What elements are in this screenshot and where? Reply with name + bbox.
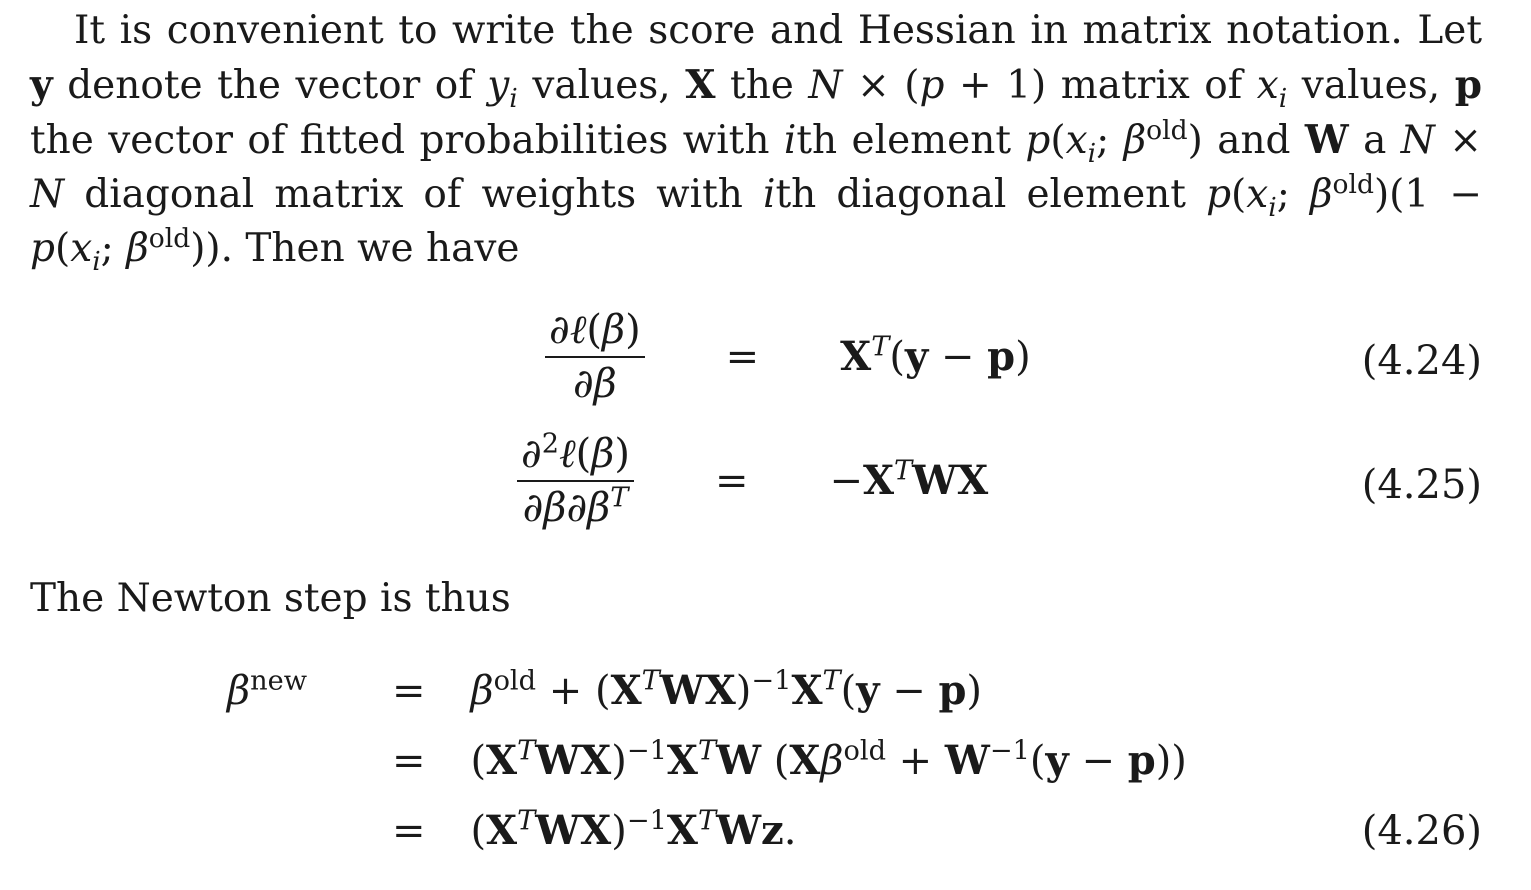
equation-number: (4.26) [1361, 808, 1482, 854]
text-run: matrix of [1060, 63, 1243, 108]
text-run: . Then we have [220, 226, 520, 271]
text-run: denote the vector of [67, 63, 473, 108]
fraction: $\frac{\partial^2\ell(\beta)}{\partial\beta\partial\beta^T}$ [517, 428, 634, 534]
equation-number: (4.24) [1361, 338, 1482, 384]
text-run: the vector of fitted probabilities with [30, 118, 770, 163]
equation-4-26-line-3: = $(X^TWX)^{-1}X^TWz$. [391, 805, 797, 854]
text-run: th diagonal element [775, 172, 1186, 217]
text-run: the [730, 63, 794, 108]
equation-4-26-line-1: $\beta^{new} = \beta^{old} + (X^TWX)^{-1}X^T(y - p)$ [227, 665, 983, 714]
fraction: $\frac{\text{∂ℓ(β)}}{\partial\beta}$ [545, 304, 645, 410]
equation-number: (4.25) [1361, 462, 1482, 508]
equation-4-24: $\frac{\text{∂ℓ(β)}}{\partial\beta}$ = $X^T(y - p)$ [545, 304, 1031, 410]
text-run: values, [1301, 63, 1441, 108]
text-run: a [1363, 118, 1387, 163]
equation-4-25: $\frac{\partial^2\ell(\beta)}{\partial\beta\partial\beta^T}$ = $-X^TWX$ [517, 428, 988, 534]
text-run: and [1217, 118, 1291, 163]
intro-paragraph: It is convenient to write the score and Hessian in matrix notation. Let y denote the vector of $y_i$ values, X the N × (p + 1) matrix of $x_i$ values, p the vector of fitted probabilities with ith element $p(x_i$; $\beta^{old}$) and W a N × N diagonal matrix of weights with ith diagonal element $p(x_i$; $\beta^{old})(1 - p(x_i$; $\beta^{old}$)). Then we have [30, 8, 1482, 277]
page [30, 0, 1482, 890]
text-run: diagonal matrix of weights with [84, 172, 743, 217]
text-run: th element [796, 118, 1012, 163]
text-run: It is convenient to write the score and Hessian in matrix notation. Let [74, 8, 1482, 53]
text-run: values, [532, 63, 671, 108]
equation-4-26-line-2: = $(X^TWX)^{-1}X^TW$ $(X\beta^{old} + W^{-1}(y - p))$ [391, 735, 1187, 784]
newton-text: The Newton step is thus [30, 576, 511, 621]
